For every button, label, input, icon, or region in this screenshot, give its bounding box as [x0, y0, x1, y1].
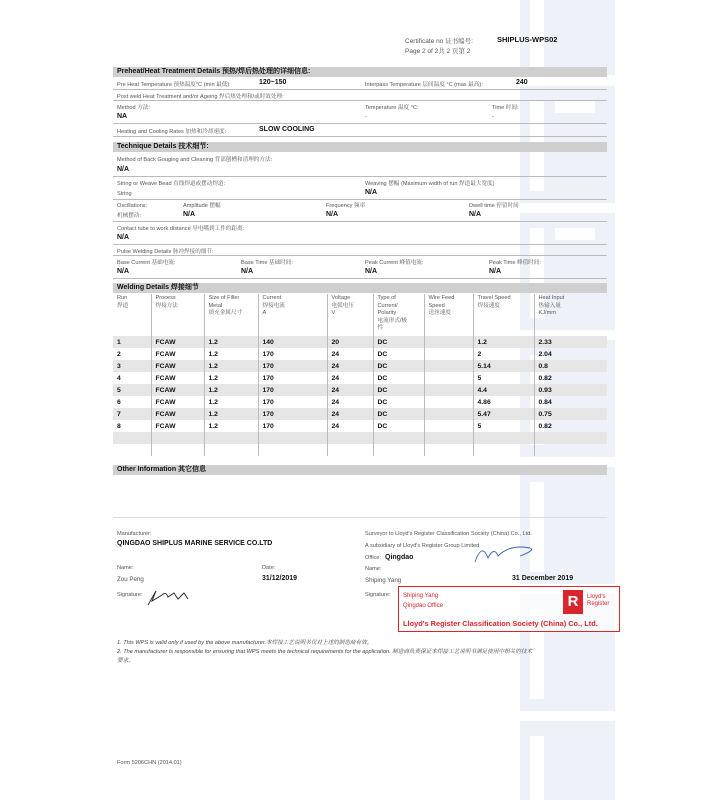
table-cell: 20: [327, 336, 373, 348]
footnote-1: 1. This WPS is valid only if used by the above manufacturer.本焊接工艺说明书仅对上述的制造商有效。: [117, 640, 373, 646]
manufacturer-signature-label: Signature:: [117, 592, 143, 598]
table-cell: 1.2: [473, 336, 534, 348]
table-cell: DC: [373, 420, 424, 432]
table-cell: 1.2: [204, 336, 258, 348]
column-header-text: Voltage: [331, 295, 351, 301]
column-header: [373, 294, 424, 336]
table-cell: 1.2: [204, 360, 258, 372]
table-header-row: [113, 294, 607, 336]
footnote-2: 2. The manufacturer is responsible for ensuring that WPS meets the technical requirements for the application. 制造商负责保证本焊接工艺说明书满足使用中相关的技术: [117, 649, 533, 655]
table-cell: [473, 444, 534, 456]
column-header-text: Type of: [377, 295, 396, 301]
column-header-text: Process: [155, 295, 176, 301]
table-cell: [373, 444, 424, 456]
divider: [113, 255, 607, 256]
table-cell: DC: [373, 336, 424, 348]
string-label: String or Weave Bead 直线焊道或摆动焊道:: [117, 181, 226, 187]
table-cell: 24: [327, 420, 373, 432]
table-row: [113, 396, 607, 408]
peak-time-value: N/A: [489, 268, 502, 275]
column-header-text: Travel Speed: [477, 295, 511, 301]
lloyds-register-stamp: Shiping Yang Qingdao Office Lloyd's Register Classification Society (China) Co., Ltd. R Lloyd's Register: [398, 586, 620, 632]
table-cell: [113, 432, 151, 444]
column-header: [534, 294, 607, 336]
stamp-company: Lloyd's Register Classification Society (China) Co., Ltd.: [403, 619, 598, 628]
table-row: [113, 360, 607, 372]
dwell-value: N/A: [469, 211, 482, 218]
surveyor-subsidiary: A subsidiary of Lloyd's Register Group Limited: [365, 543, 480, 549]
table-cell: FCAW: [151, 396, 204, 408]
preheat-section-title: Preheat/Heat Treatment Details 预热/焊后热处理的详细信息:: [113, 67, 607, 77]
table-cell: DC: [373, 348, 424, 360]
column-header: [204, 294, 258, 336]
table-cell: 0.84: [538, 398, 552, 406]
divider: [113, 221, 607, 222]
table-cell: [424, 408, 473, 420]
table-cell: 170: [258, 384, 327, 396]
table-cell: 170: [258, 360, 327, 372]
oscillations-label: Oscillations:: [117, 203, 148, 209]
table-row: [113, 420, 607, 432]
table-cell: [327, 432, 373, 444]
table-cell: [258, 432, 327, 444]
interpass-value: 240: [516, 79, 528, 86]
table-cell: DC: [373, 408, 424, 420]
other-info-section-title: Other Information 其它信息: [113, 465, 607, 475]
table-cell: DC: [373, 396, 424, 408]
column-header-text: Run: [117, 295, 128, 301]
column-header-text: 热输入量: [538, 302, 561, 309]
table-cell: 24: [327, 348, 373, 360]
table-cell: 170: [258, 348, 327, 360]
surveyor-label: Surveyor to Lloyd's Register Classification Society (China) Co., Ltd.: [365, 531, 532, 537]
peak-current-value: N/A: [365, 268, 378, 275]
table-row: [113, 432, 607, 444]
table-cell: FCAW: [151, 384, 204, 396]
pre-heat-label: Pre Heat Temperature 预热温度°C (min 最低):: [117, 82, 231, 88]
manufacturer-date-label: Date:: [262, 565, 276, 571]
table-cell: FCAW: [151, 360, 204, 372]
column-header: [327, 294, 373, 336]
table-cell: [424, 420, 473, 432]
divider: [113, 278, 607, 279]
peak-time-label: Peak Time 峰值时间:: [489, 260, 541, 266]
table-cell: [424, 444, 473, 456]
table-cell: 0.8: [534, 360, 607, 372]
manufacturer-signature: [146, 587, 192, 607]
temperature-value: -: [365, 114, 367, 120]
page-number: Page 2 of 2共 2 页第 2: [405, 48, 471, 55]
surveyor-person: Shiping Yang: [365, 577, 402, 584]
table-cell: 7: [113, 408, 151, 420]
peak-current-label: Peak Current 峰值电流:: [365, 260, 424, 266]
table-cell: FCAW: [151, 372, 204, 384]
column-header-text: 焊接电流: [262, 302, 285, 309]
form-number: Form 5206CHN (2014.01): [117, 760, 182, 766]
table-cell: [373, 432, 424, 444]
divider: [113, 517, 607, 518]
contact-value: N/A: [117, 234, 130, 241]
table-cell: 5: [473, 372, 534, 384]
frequency-label: Frequency 频率: [326, 203, 366, 209]
table-cell: [424, 348, 473, 360]
welding-section-title: Welding Details 焊接细节: [113, 283, 607, 293]
table-cell: 4: [113, 372, 151, 384]
base-current-value: N/A: [117, 268, 130, 275]
column-header-text: A: [262, 310, 267, 316]
surveyor-signature: [470, 540, 540, 566]
table-cell: 0.82: [538, 374, 552, 382]
table-cell: 140: [258, 336, 327, 348]
manufacturer-name: QINGDAO SHIPLUS MARINE SERVICE CO.LTD: [117, 540, 273, 547]
table-cell: 2: [113, 348, 151, 360]
column-header-text: Heat Input: [538, 295, 565, 301]
table-cell: 24: [327, 372, 373, 384]
table-cell: [151, 432, 204, 444]
table-cell: 4.86: [473, 396, 534, 408]
manufacturer-date: 31/12/2019: [262, 575, 298, 582]
oscillations-label-cn: 机械摆动:: [117, 213, 141, 219]
divider: [113, 244, 607, 245]
amplitude-value: N/A: [183, 211, 196, 218]
string-value: String: [117, 191, 132, 197]
divider: [113, 100, 607, 101]
base-time-label: Base Time 基础时间:: [241, 260, 293, 266]
column-header-text: 性: [377, 325, 384, 331]
table-cell: 5: [473, 420, 534, 432]
weaving-label: Weaving 摆幅 (Maximum width of run 焊道最大宽度): [365, 181, 495, 187]
surveyor-name-label: Name:: [365, 566, 382, 572]
table-cell: [113, 444, 151, 456]
table-cell: [327, 444, 373, 456]
post-weld-label: Post weld Heat Treatment and/or Ageing 焊后热处理和/或时效处理:: [117, 94, 284, 100]
column-header-text: Metal: [208, 302, 223, 309]
column-header-text: 电流形式/极: [377, 317, 408, 324]
column-header: [151, 294, 204, 336]
column-header-text: Size of Filler: [208, 295, 240, 301]
table-cell: FCAW: [151, 348, 204, 360]
certificate-label: Certificate no 证书编号:: [405, 38, 473, 45]
table-cell: [204, 444, 258, 456]
table-cell: 24: [327, 408, 373, 420]
table-cell: 0.75: [534, 408, 607, 420]
table-cell: [424, 360, 473, 372]
table-cell: [151, 444, 204, 456]
table-cell: 2.04: [538, 350, 552, 358]
column-header: [424, 294, 473, 336]
column-header-text: KJ/mm: [538, 310, 556, 316]
divider: [113, 136, 607, 137]
column-header-text: V: [331, 310, 336, 316]
office-value: Qingdao: [385, 554, 414, 561]
table-row: [113, 336, 607, 348]
temperature-label: Temperature 温度 °C:: [365, 105, 419, 111]
table-cell: 170: [258, 396, 327, 408]
table-cell: 2.33: [534, 336, 607, 348]
table-cell: 1.2: [204, 408, 258, 420]
column-header-text: Wire Feed: [428, 295, 455, 301]
divider: [113, 123, 607, 124]
table-row: [113, 408, 607, 420]
dwell-label: Dwell time 停留时间: [469, 203, 519, 209]
table-cell: [424, 336, 473, 348]
column-header-text: 焊道: [117, 302, 129, 309]
table-cell: [424, 384, 473, 396]
column-header-text: Speed: [428, 302, 445, 309]
footnote-2-cont: 要求。: [117, 658, 134, 664]
base-current-label: Base Current 基础电流:: [117, 260, 176, 266]
table-cell: 8: [113, 420, 151, 432]
table-cell: FCAW: [151, 408, 204, 420]
lr-logo-icon: R: [563, 590, 583, 614]
table-cell: DC: [373, 384, 424, 396]
contact-label: Contact tube to work distance 导电嘴到工件的距离:: [117, 226, 245, 232]
table-cell: 1.2: [204, 348, 258, 360]
column-header-text: 电弧电压: [331, 302, 354, 309]
table-cell: 0.82: [538, 422, 552, 430]
manufacturer-person: Zou Peng: [117, 576, 144, 583]
column-header: [473, 294, 534, 336]
table-cell: 5.14: [473, 360, 534, 372]
table-cell: 24: [327, 384, 373, 396]
time-value: -: [492, 114, 494, 120]
table-cell: [258, 444, 327, 456]
manufacturer-label: Manufacturer:: [117, 531, 152, 537]
divider: [113, 89, 607, 90]
time-label: Time 时间:: [492, 105, 519, 111]
surveyor-signature-label: Signature:: [365, 592, 391, 598]
column-header-text: 焊接方法: [155, 302, 178, 309]
table-row: [113, 372, 607, 384]
table-row: [113, 348, 607, 360]
column-header-text: 送丝速度: [428, 310, 451, 316]
table-cell: [204, 432, 258, 444]
column-header-text: Polarity: [377, 310, 397, 316]
table-cell: DC: [373, 360, 424, 372]
table-row: [113, 444, 607, 456]
amplitude-label: Amplitude 摆幅: [183, 203, 221, 209]
table-cell: 4.4: [473, 384, 534, 396]
table-cell: FCAW: [151, 420, 204, 432]
column-header-text: Current/: [377, 302, 398, 309]
divider: [113, 176, 607, 177]
table-cell: 24: [327, 396, 373, 408]
column-header-text: 焊接速度: [477, 302, 500, 309]
table-cell: 170: [258, 372, 327, 384]
table-cell: 3: [113, 360, 151, 372]
table-cell: 1.2: [204, 420, 258, 432]
base-time-value: N/A: [241, 268, 254, 275]
gouging-value: N/A: [117, 166, 130, 173]
table-cell: [534, 444, 607, 456]
table-cell: [473, 432, 534, 444]
table-cell: 6: [113, 396, 151, 408]
table-cell: [534, 432, 607, 444]
pre-heat-value: 120~150: [259, 79, 287, 86]
table-cell: 5.47: [473, 408, 534, 420]
table-cell: 2: [473, 348, 534, 360]
table-cell: DC: [373, 372, 424, 384]
stamp-office: Qingdao Office: [403, 603, 443, 609]
rates-label: Heating and Cooling Rates 加热和冷却速度:: [117, 129, 227, 135]
column-header-text: Current: [262, 295, 282, 301]
certificate-number: SHIPLUS-WPS02: [497, 35, 558, 44]
rates-value: SLOW COOLING: [259, 126, 315, 133]
column-header-text: 填充金属尺寸: [208, 310, 243, 316]
table-cell: 1.2: [204, 384, 258, 396]
table-cell: 5: [113, 384, 151, 396]
stamp-name: Shiping Yang: [403, 593, 439, 599]
method-value: NA: [117, 113, 128, 120]
weaving-value: N/A: [365, 189, 378, 196]
table-body: [113, 336, 607, 456]
technique-section-title: Technique Details 技术细节:: [113, 142, 607, 152]
interpass-label: Interpass Temperature 层间温度 °C (max 最高):: [365, 82, 483, 88]
table-row: [113, 384, 607, 396]
column-header: [113, 294, 151, 336]
welding-details-table: [113, 294, 607, 456]
table-cell: 0.93: [534, 384, 607, 396]
table-cell: [424, 432, 473, 444]
table-cell: 170: [258, 420, 327, 432]
office-label: Office:: [365, 555, 382, 561]
table-cell: FCAW: [151, 336, 204, 348]
table-cell: 1.2: [204, 372, 258, 384]
table-cell: 24: [327, 360, 373, 372]
column-header: [258, 294, 327, 336]
manufacturer-name-label: Name:: [117, 565, 134, 571]
table-cell: [424, 396, 473, 408]
surveyor-date: 31 December 2019: [512, 575, 574, 582]
table-cell: 1: [113, 336, 151, 348]
table-cell: 1.2: [204, 396, 258, 408]
pulse-label: Pulse Welding Details 脉冲焊接的细节:: [117, 249, 214, 255]
table-cell: [424, 372, 473, 384]
table-cell: 170: [258, 408, 327, 420]
frequency-value: N/A: [326, 211, 339, 218]
method-label: Method 方法:: [117, 105, 150, 111]
gouging-label: Method of Back Gouging and Cleaning 背部刨槽和清理的方法:: [117, 157, 273, 163]
divider: [113, 199, 607, 200]
